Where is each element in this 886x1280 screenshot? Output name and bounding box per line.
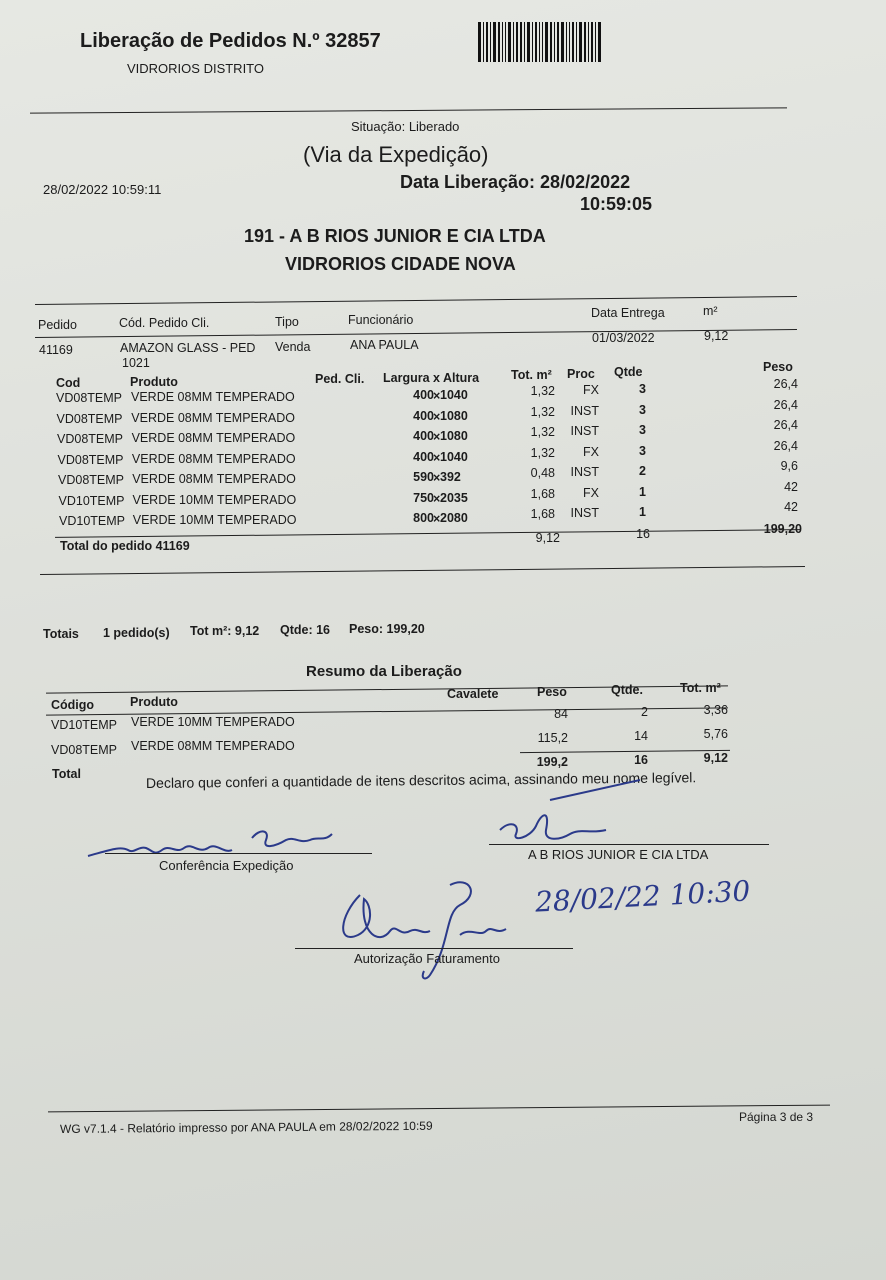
item-altura: 1080 — [440, 408, 468, 423]
items-col-ped-cli: Ped. Cli. — [315, 372, 365, 386]
item-peso: 26,4 — [773, 397, 798, 412]
barcode-bar — [508, 22, 511, 62]
barcode-bar — [591, 22, 593, 62]
signature-line — [105, 853, 372, 854]
barcode-bar — [550, 22, 552, 62]
col-m2: m² — [703, 304, 718, 318]
item-produto: VERDE 08MM TEMPERADO — [131, 431, 296, 445]
item-qtde: 3 — [639, 402, 646, 417]
divider — [30, 107, 787, 113]
barcode-bar — [595, 22, 596, 62]
barcode-bar — [572, 22, 574, 62]
item-qtde: 3 — [639, 382, 646, 396]
barcode-bar — [532, 22, 533, 62]
item-altura: 2035 — [440, 490, 468, 505]
barcode-bar — [493, 22, 496, 62]
summary-row-qtde: 14 — [634, 729, 648, 743]
item-largura: 750 — [413, 490, 434, 505]
dimension-separator: × — [433, 512, 441, 526]
barcode-bar — [535, 22, 537, 62]
items-col-peso: Peso — [763, 360, 793, 374]
barcode-bar — [598, 22, 601, 62]
divider — [40, 566, 805, 575]
via-label: (Via da Expedição) — [303, 142, 489, 167]
items-col-proc: Proc — [567, 367, 595, 381]
order-funcionario: ANA PAULA — [350, 338, 419, 352]
divider — [35, 329, 797, 338]
barcode-bar — [490, 22, 491, 62]
item-largura: 400 — [413, 388, 434, 402]
summary-col-tot-m2: Tot. m² — [680, 681, 721, 695]
order-total-m2: 9,12 — [535, 531, 560, 545]
summary-col-peso: Peso — [537, 685, 567, 699]
item-proc: FX — [583, 485, 599, 500]
summary-row-codigo: VD10TEMP — [51, 718, 117, 732]
summary-total-tot-m2: 9,12 — [703, 751, 728, 765]
footer-divider — [48, 1105, 830, 1113]
item-tot-m2: 1,32 — [530, 425, 555, 439]
signature-line — [489, 844, 769, 845]
barcode — [478, 22, 612, 62]
item-cod: VD10TEMP — [59, 514, 125, 528]
barcode-bar — [588, 22, 589, 62]
item-peso: 26,4 — [773, 438, 798, 453]
summary-row-tot-m2: 3,36 — [703, 703, 728, 717]
item-largura: 400 — [413, 449, 434, 464]
barcode-bar — [483, 22, 484, 62]
signature-line — [295, 948, 573, 949]
divider — [35, 296, 797, 305]
item-largura: 400 — [413, 408, 434, 423]
item-altura: 1040 — [440, 449, 468, 464]
items-col-largura-altura: Largura x Altura — [383, 371, 480, 385]
item-cod: VD08TEMP — [56, 391, 122, 405]
item-proc: INST — [570, 465, 599, 479]
item-qtde: 1 — [639, 484, 646, 499]
summary-total-peso: 199,2 — [536, 755, 568, 769]
item-cod: VD08TEMP — [57, 452, 124, 467]
item-produto: VERDE 10MM TEMPERADO — [132, 513, 297, 527]
summary-row-codigo: VD08TEMP — [51, 743, 117, 757]
col-tipo: Tipo — [275, 315, 299, 329]
summary-total-label: Total — [52, 767, 81, 781]
conferencia-label: Conferência Expedição — [159, 858, 294, 873]
summary-row-tot-m2: 5,76 — [703, 727, 728, 741]
company-name: VIDRORIOS DISTRITO — [127, 61, 264, 76]
item-peso: 26,4 — [773, 377, 798, 391]
item-cod: VD08TEMP — [57, 432, 123, 446]
barcode-bar — [579, 22, 582, 62]
order-pedido: 41169 — [39, 343, 73, 357]
barcode-bar — [520, 22, 522, 62]
summary-row-qtde: 2 — [641, 705, 648, 719]
item-peso: 9,6 — [780, 459, 798, 473]
col-pedido: Pedido — [38, 318, 77, 332]
item-proc: FX — [583, 383, 599, 397]
order-cod-cli: AMAZON GLASS - PED — [120, 341, 256, 355]
declaration-text: Declaro que conferi a quantidade de itens descritos acima, assinando meu nome legível. — [145, 769, 697, 791]
item-largura: 400 — [413, 429, 434, 443]
dimension-separator: × — [433, 491, 441, 506]
barcode-bar — [542, 22, 543, 62]
item-qtde: 2 — [639, 464, 646, 478]
barcode-bar — [561, 22, 564, 62]
summary-title: Resumo da Liberação — [306, 663, 462, 680]
order-cod-cli-2: 1021 — [122, 356, 150, 370]
item-produto: VERDE 08MM TEMPERADO — [132, 472, 296, 486]
totals-pedidos: 1 pedido(s) — [103, 626, 170, 640]
col-data-entrega: Data Entrega — [591, 306, 665, 320]
barcode-bar — [486, 22, 488, 62]
col-funcionario: Funcionário — [348, 313, 414, 327]
summary-total-qtde: 16 — [634, 753, 648, 767]
barcode-bar — [545, 22, 548, 62]
item-produto: VERDE 10MM TEMPERADO — [132, 492, 297, 507]
item-qtde: 1 — [639, 505, 646, 519]
item-altura: 1040 — [440, 388, 468, 402]
barcode-bar — [576, 22, 577, 62]
col-cod-pedido-cli: Cód. Pedido Cli. — [119, 316, 210, 330]
item-tot-m2: 1,32 — [530, 445, 555, 460]
summary-col-cavalete: Cavalete — [447, 687, 499, 701]
client-name: 191 - A B RIOS JUNIOR E CIA LTDA — [244, 226, 546, 246]
summary-col-qtde: Qtde. — [611, 683, 643, 697]
barcode-bar — [584, 22, 586, 62]
item-qtde: 3 — [639, 443, 646, 458]
item-proc: INST — [570, 506, 599, 520]
totals-label: Totais — [43, 627, 79, 641]
item-altura: 392 — [440, 470, 461, 484]
barcode-bar — [539, 22, 540, 62]
barcode-bar — [498, 22, 500, 62]
barcode-bar — [502, 22, 503, 62]
item-peso: 42 — [784, 500, 798, 514]
items-col-cod: Cod — [56, 376, 81, 390]
order-total-label: Total do pedido 41169 — [60, 539, 190, 553]
barcode-bar — [557, 22, 559, 62]
footer-printed-by: WG v7.1.4 - Relatório impresso por ANA PAULA em 28/02/2022 10:59 — [59, 1118, 433, 1136]
item-altura: 1080 — [440, 429, 468, 443]
barcode-bar — [569, 22, 570, 62]
item-proc: INST — [570, 403, 599, 418]
barcode-bar — [566, 22, 567, 62]
totals-m2: Tot m²: 9,12 — [190, 624, 260, 638]
order-total-qtde: 16 — [636, 527, 650, 541]
divider — [55, 529, 801, 538]
summary-row-produto: VERDE 08MM TEMPERADO — [131, 739, 295, 753]
item-tot-m2: 0,48 — [530, 466, 555, 480]
client-branch: VIDRORIOS CIDADE NOVA — [285, 254, 516, 274]
summary-row-peso: 84 — [554, 707, 568, 721]
item-peso: 42 — [784, 479, 798, 494]
barcode-bar — [505, 22, 506, 62]
dimension-separator: × — [433, 389, 441, 403]
footer-page-number: Página 3 de 3 — [739, 1110, 814, 1124]
summary-col-produto: Produto — [130, 695, 178, 709]
printed-timestamp: 28/02/2022 10:59:11 — [43, 182, 162, 197]
barcode-bar — [516, 22, 518, 62]
order-data-entrega: 01/03/2022 — [592, 331, 655, 345]
dimension-separator: × — [433, 450, 441, 465]
item-tot-m2: 1,68 — [530, 507, 555, 521]
dimension-separator: × — [433, 409, 441, 424]
item-largura: 590 — [413, 470, 434, 484]
barcode-bar — [527, 22, 530, 62]
order-m2: 9,12 — [704, 329, 729, 343]
summary-row-produto: VERDE 10MM TEMPERADO — [131, 715, 295, 729]
item-qtde: 3 — [639, 423, 646, 437]
data-liberacao: Data Liberação: 28/02/2022 — [400, 172, 631, 192]
signature-autorizacao-icon — [330, 875, 530, 985]
summary-col-codigo: Código — [51, 698, 95, 712]
situacao-label: Situação: Liberado — [351, 119, 460, 134]
hora-liberacao: 10:59:05 — [580, 194, 653, 214]
items-col-produto: Produto — [130, 375, 178, 389]
item-proc: FX — [583, 444, 599, 459]
barcode-bar — [554, 22, 555, 62]
item-cod: VD08TEMP — [56, 411, 123, 426]
barcode-bar — [513, 22, 514, 62]
item-produto: VERDE 08MM TEMPERADO — [131, 410, 295, 425]
barcode-bar — [478, 22, 481, 62]
order-tipo: Venda — [275, 340, 311, 354]
item-tot-m2: 1,68 — [530, 486, 555, 501]
client-signature-label: A B RIOS JUNIOR E CIA LTDA — [528, 847, 709, 862]
items-col-qtde: Qtde — [614, 365, 643, 379]
item-produto: VERDE 08MM TEMPERADO — [131, 451, 296, 466]
item-cod: VD10TEMP — [58, 493, 125, 508]
totals-qtde: Qtde: 16 — [280, 623, 331, 637]
autorizacao-label: Autorização Faturamento — [354, 951, 500, 966]
order-total-peso: 199,20 — [763, 522, 802, 536]
summary-row-peso: 115,2 — [537, 731, 568, 745]
item-peso: 26,4 — [773, 418, 798, 432]
dimension-separator: × — [433, 471, 441, 485]
barcode-bar — [524, 22, 525, 62]
document-title: Liberação de Pedidos N.º 32857 — [80, 30, 381, 52]
dimension-separator: × — [433, 430, 441, 444]
item-proc: INST — [570, 424, 599, 438]
handwritten-date: 28/02/22 10:30 — [534, 874, 752, 919]
totals-peso: Peso: 199,20 — [349, 622, 425, 636]
item-tot-m2: 1,32 — [530, 384, 555, 398]
item-tot-m2: 1,32 — [530, 404, 555, 419]
item-largura: 800 — [413, 511, 434, 525]
item-cod: VD08TEMP — [58, 473, 124, 487]
item-altura: 2080 — [440, 511, 468, 525]
item-produto: VERDE 08MM TEMPERADO — [131, 390, 295, 404]
items-col-tot-m2: Tot. m² — [511, 368, 552, 382]
